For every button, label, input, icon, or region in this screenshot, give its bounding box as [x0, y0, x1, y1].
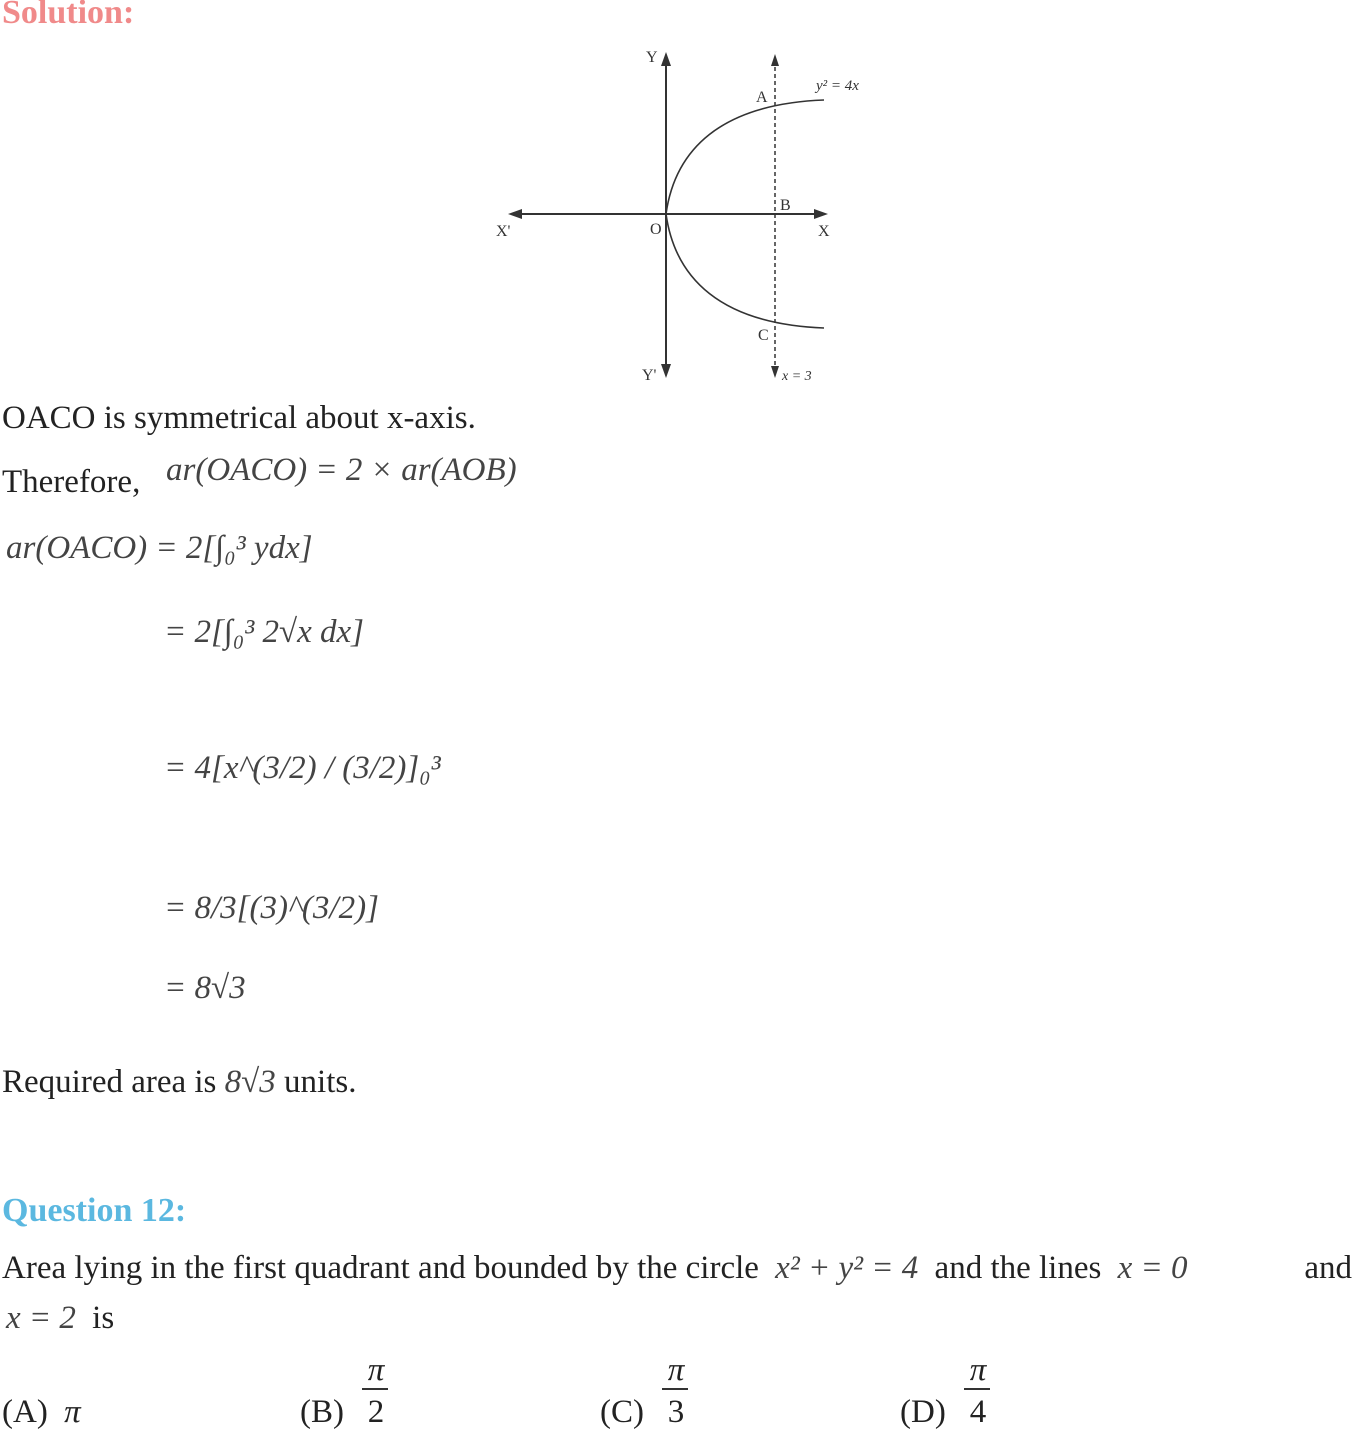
therefore-label: Therefore, [2, 464, 141, 500]
label-x: X [818, 223, 830, 240]
option-d-numerator: π [969, 1352, 987, 1388]
integral-step-1: ar(OACO) = 2[∫₀³ ydx] [6, 530, 313, 566]
statement-symmetry: OACO is symmetrical about x-axis. [2, 400, 476, 436]
question-eq-circle: x² + y² = 4 [775, 1250, 919, 1286]
line-x-3-arrow-down [771, 366, 779, 378]
required-area-line [2, 1064, 356, 1101]
integral-result: = 8√3 [164, 970, 246, 1006]
question-text-4: is [92, 1300, 115, 1336]
label-y-prime: Y' [642, 367, 657, 384]
question-text-2: and the lines [934, 1250, 1102, 1286]
option-b-denominator: 2 [367, 1394, 385, 1430]
curve-label: y² = 4x [816, 78, 859, 94]
integral-step-2: = 2[∫₀³ 2√x dx] [164, 614, 365, 650]
option-b-numerator: π [367, 1352, 385, 1388]
required-area-suffix: units. [284, 1064, 357, 1100]
label-b: B [780, 197, 791, 214]
option-c-numerator: π [667, 1352, 685, 1388]
label-x-prime: X' [496, 223, 511, 240]
required-area-value: 8√3 [224, 1064, 276, 1100]
option-c-label[interactable]: (C) [600, 1394, 644, 1430]
option-d-denominator: 4 [969, 1394, 987, 1430]
label-c: C [758, 327, 769, 344]
option-d-label[interactable]: (D) [900, 1394, 946, 1430]
x-axis-arrow-left [508, 209, 522, 219]
question-eq-x2: x = 2 [6, 1300, 76, 1336]
option-b-fraction-bar [362, 1388, 388, 1390]
question-heading: Question 12: [2, 1192, 187, 1229]
y-axis-arrow-up [661, 52, 671, 66]
integral-step-4: = 8/3[(3)^(3/2)] [164, 890, 379, 926]
option-c-fraction-bar [662, 1388, 688, 1390]
question-line-2 [6, 1300, 114, 1337]
line-label: x = 3 [782, 369, 812, 384]
question-eq-x0: x = 0 [1117, 1250, 1188, 1286]
option-d-fraction-bar [964, 1388, 990, 1390]
question-text-3: and [1304, 1250, 1352, 1286]
area-relation: ar(OACO) = 2 × ar(AOB) [166, 452, 517, 488]
option-b-label[interactable]: (B) [300, 1394, 344, 1430]
option-a-label: (A) [2, 1394, 48, 1430]
integral-step-3: = 4[x^(3/2) / (3/2)]₀³ [164, 750, 441, 786]
parabola-diagram [490, 40, 890, 390]
option-c-denominator: 3 [667, 1394, 685, 1430]
line-x-3-arrow-up [771, 54, 779, 66]
question-text-1: Area lying in the first quadrant and bounded by the circle [2, 1250, 759, 1286]
option-a-value: π [64, 1394, 81, 1430]
required-area-prefix: Required area is [2, 1064, 217, 1100]
option-a[interactable] [2, 1394, 81, 1431]
solution-heading: Solution: [2, 0, 135, 31]
y-axis-arrow-down [661, 364, 671, 378]
label-a: A [756, 89, 768, 106]
x-axis-arrow-right [814, 209, 828, 219]
label-y: Y [646, 49, 658, 66]
label-o: O [650, 221, 662, 238]
question-line-1 [2, 1250, 1352, 1287]
